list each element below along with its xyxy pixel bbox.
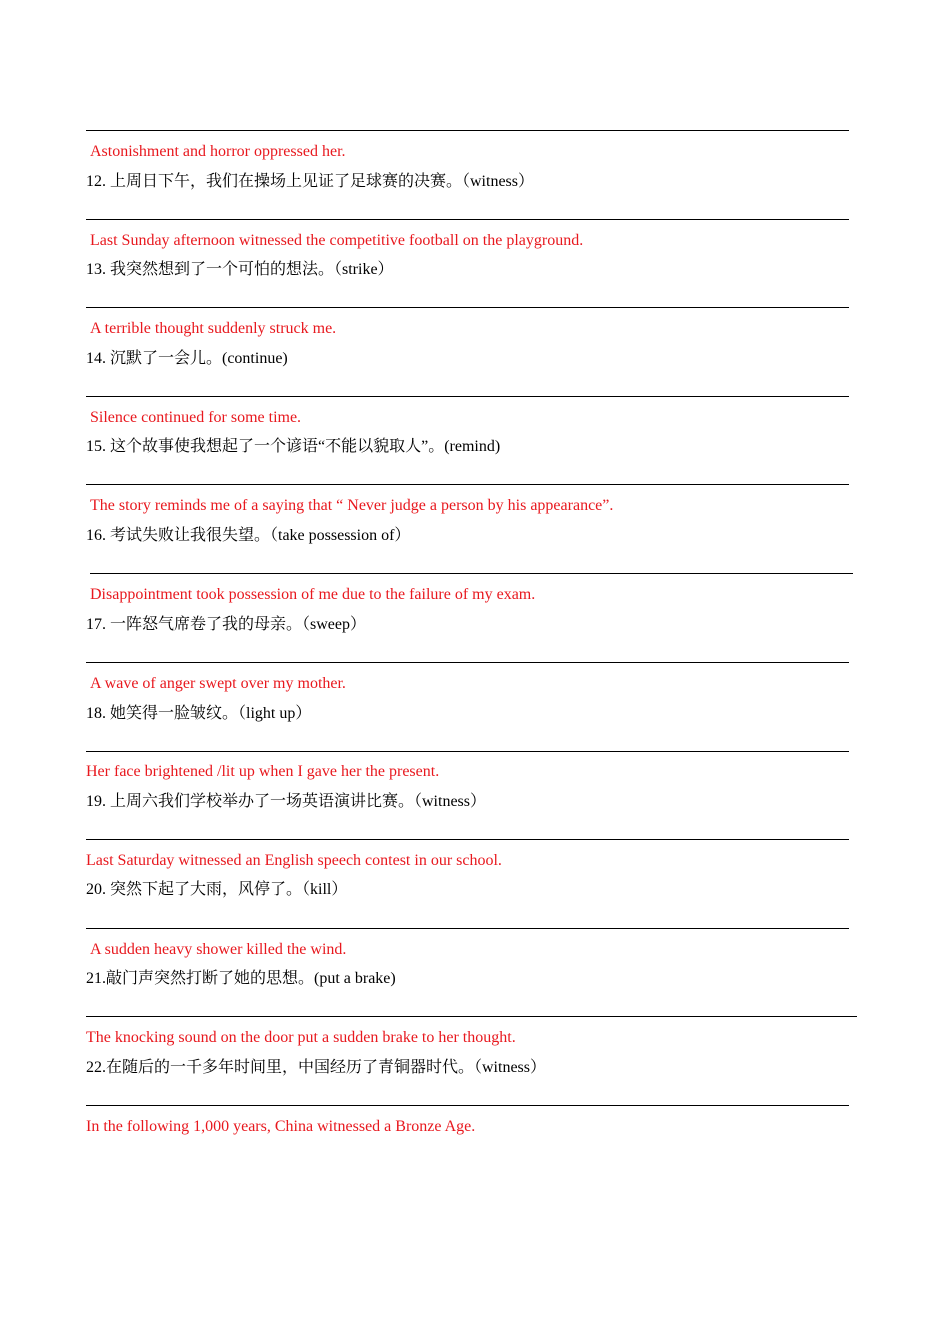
answer-line	[86, 130, 849, 131]
answer-text: A sudden heavy shower killed the wind.	[90, 941, 347, 958]
answer-line	[86, 1016, 857, 1017]
answer-line	[90, 573, 853, 574]
question-text: 19. 上周六我们学校举办了一场英语演讲比赛。（witness）	[86, 793, 487, 810]
answer-text: Astonishment and horror oppressed her.	[90, 143, 346, 160]
answer-text: Last Saturday witnessed an English speech contest in our school.	[86, 852, 502, 869]
question-text: 22.在随后的一千多年时间里，中国经历了青铜器时代。（witness）	[86, 1059, 547, 1076]
answer-line	[86, 751, 849, 752]
answer-text: In the following 1,000 years, China witnessed a Bronze Age.	[86, 1118, 476, 1135]
answer-line	[86, 928, 849, 929]
question-text: 20. 突然下起了大雨，风停了。（kill）	[86, 881, 348, 898]
answer-text: A wave of anger swept over my mother.	[90, 675, 346, 692]
answer-text: Silence continued for some time.	[90, 409, 302, 426]
question-text: 21.敲门声突然打断了她的思想。(put a brake)	[86, 970, 396, 987]
answer-text: Her face brightened /lit up when I gave her the present.	[86, 763, 440, 780]
answer-line	[86, 219, 849, 220]
question-text: 14. 沉默了一会儿。(continue)	[86, 350, 288, 367]
answer-line	[86, 839, 849, 840]
answer-text: The knocking sound on the door put a sudden brake to her thought.	[86, 1029, 516, 1046]
answer-text: The story reminds me of a saying that “ Never judge a person by his appearance”.	[90, 497, 614, 514]
answer-line	[86, 484, 849, 485]
answer-text: Last Sunday afternoon witnessed the competitive football on the playground.	[90, 232, 584, 249]
answer-line	[86, 1105, 849, 1106]
question-text: 12. 上周日下午，我们在操场上见证了足球赛的决赛。（witness）	[86, 173, 535, 190]
answer-line	[86, 307, 849, 308]
answer-line	[86, 396, 849, 397]
answer-line	[86, 662, 849, 663]
question-text: 16. 考试失败让我很失望。（take possession of）	[86, 527, 411, 544]
question-text: 13. 我突然想到了一个可怕的想法。（strike）	[86, 261, 394, 278]
answer-text: Disappointment took possession of me due to the failure of my exam.	[90, 586, 536, 603]
question-text: 17. 一阵怒气席卷了我的母亲。（sweep）	[86, 616, 366, 633]
question-text: 18. 她笑得一脸皱纹。（light up）	[86, 705, 312, 722]
answer-text: A terrible thought suddenly struck me.	[90, 320, 337, 337]
question-text: 15. 这个故事使我想起了一个谚语“不能以貌取人”。(remind)	[86, 438, 501, 455]
